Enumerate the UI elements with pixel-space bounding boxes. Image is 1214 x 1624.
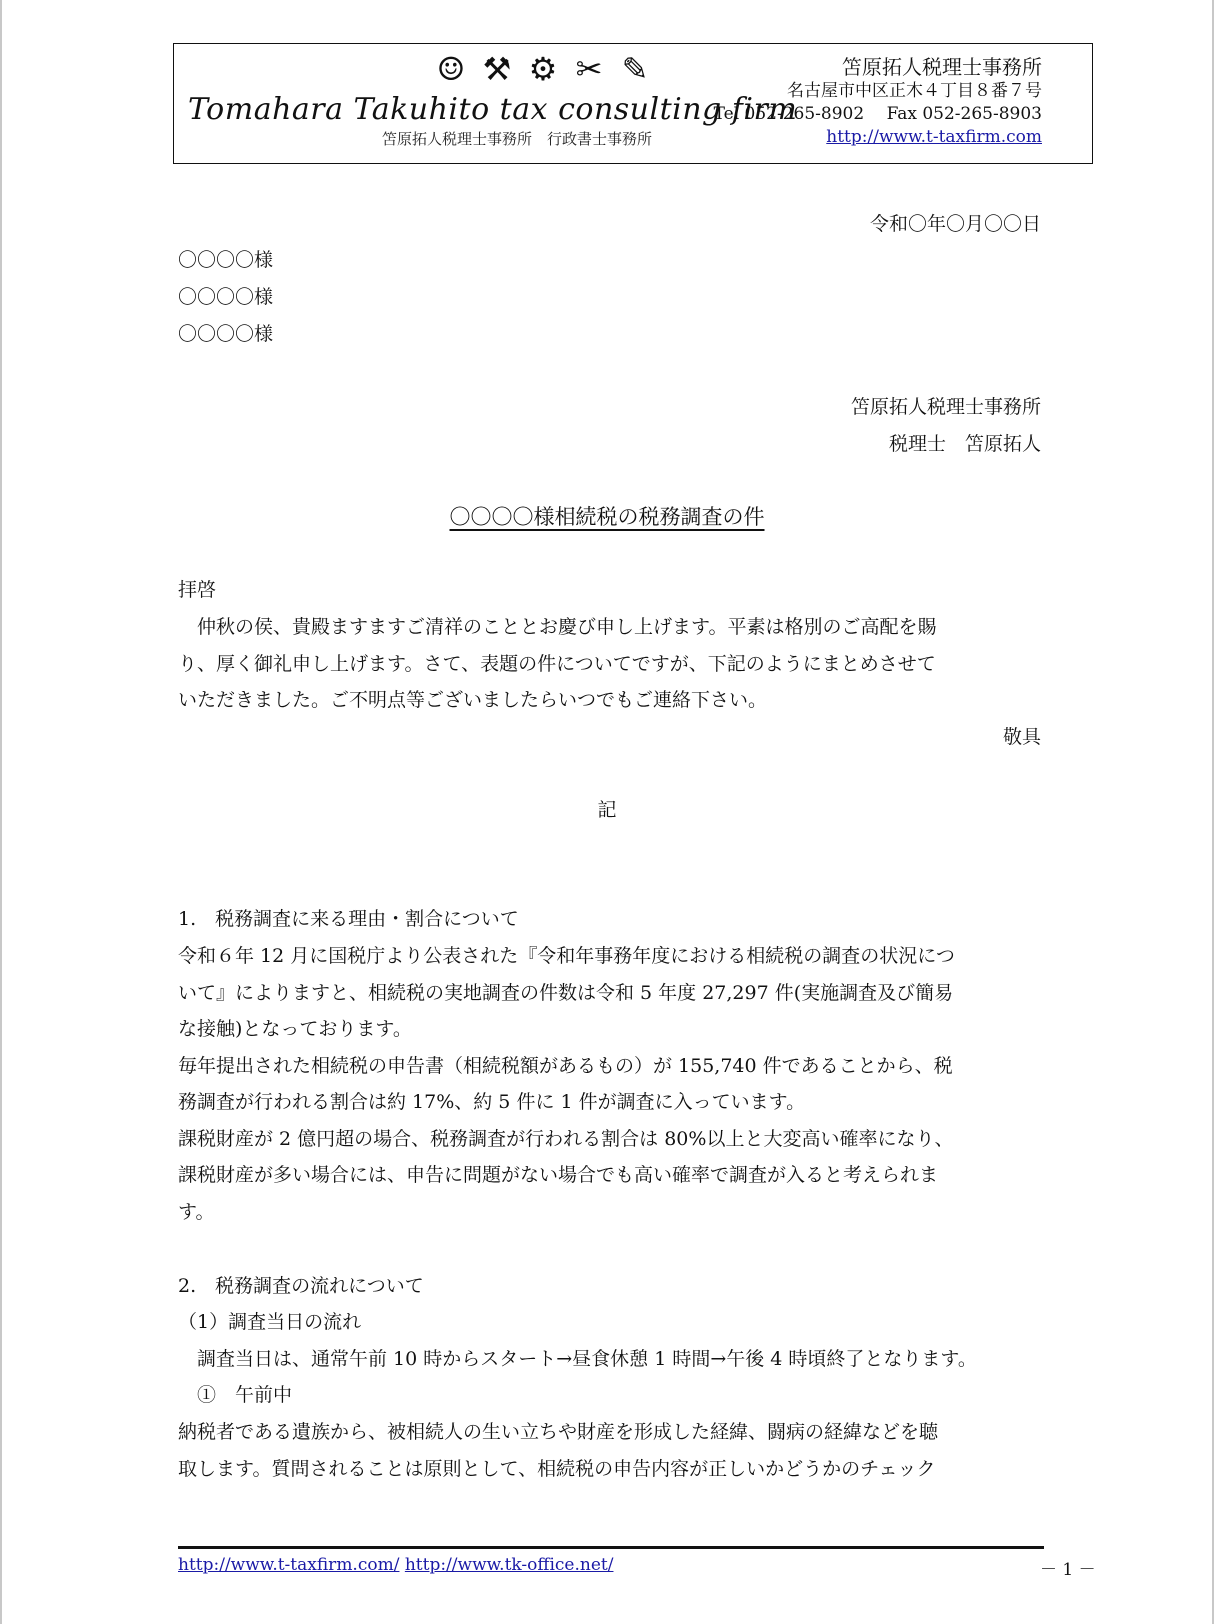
- tel-fax: Tel 052-265-8902 Fax 052-265-8903: [713, 104, 1042, 124]
- section2-line: 納税者である遺族から、被相続人の生い立ちや財産を形成した経緯、闘病の経緯などを聴: [178, 1421, 939, 1443]
- footer-link-tk-office[interactable]: http://www.tk-office.net/: [404, 1555, 614, 1575]
- recipient-1: 〇〇〇〇様: [178, 249, 274, 271]
- sender-name: 税理士 笘原拓人: [888, 433, 1041, 455]
- ki-marker: 記: [597, 799, 617, 821]
- closing: 敬具: [1002, 726, 1041, 748]
- sender-office: 笘原拓人税理士事務所: [850, 396, 1041, 418]
- man-with-pipe-icon: ☺: [436, 50, 466, 88]
- letter-date: 令和〇年〇月〇〇日: [869, 213, 1041, 235]
- crossed-tools-icon: ⚒: [482, 50, 512, 88]
- thread-spool-scissors-icon: ✂: [575, 50, 603, 88]
- section1-heading: 1. 税務調査に来る理由・割合について: [178, 908, 519, 930]
- gear-wrench-icon: ⚙: [528, 50, 558, 88]
- recipient-3: 〇〇〇〇様: [178, 323, 274, 345]
- section2-heading: 2. 税務調査の流れについて: [178, 1275, 424, 1297]
- greeting-line: り、厚く御礼申し上げます。さて、表題の件についてですが、下記のようにまとめさせて: [178, 652, 936, 675]
- firm-address: 名古屋市中区正木４丁目８番７号: [787, 81, 1042, 101]
- footer-link-taxfirm[interactable]: http://www.t-taxfirm.com/: [178, 1555, 400, 1575]
- section1-line: 令和６年 12 月に国税庁より公表された『令和年事務年度における相続税の調査の状況につ: [178, 945, 955, 967]
- section1-body: [178, 938, 1042, 1230]
- logo-script: Tomahara Takuhito tax consulting firm: [188, 92, 798, 127]
- section2-sub1: （1）調査当日の流れ: [178, 1311, 362, 1333]
- section2-line: 取します。質問されることは原則として、相続税の申告内容が正しいかどうかのチェック: [178, 1457, 936, 1480]
- document-title: 〇〇〇〇様相続税の税務調査の件: [449, 505, 765, 529]
- greeting-paragraph: [178, 609, 1042, 719]
- section1-line: な接触)となっております。: [178, 1018, 412, 1040]
- logo-subtitle: 笘原拓人税理士事務所 行政書士事務所: [382, 130, 653, 148]
- page-number: － 1 －: [1040, 1560, 1096, 1580]
- section1-line: 毎年提出された相続税の申告書（相続税額があるもの）が 155,740 件であることから、税: [178, 1054, 953, 1077]
- logo-icon-row: [432, 50, 654, 88]
- section2-item1: ① 午前中: [178, 1384, 293, 1406]
- section1-line: 務調査が行われる割合は約 17%、約 5 件に 1 件が調査に入っています。: [178, 1091, 806, 1113]
- section1-line: す。: [178, 1200, 215, 1223]
- recipient-2: 〇〇〇〇様: [178, 286, 274, 308]
- footer-divider: [178, 1546, 1044, 1549]
- section1-line: 課税財産が多い場合には、申告に問題がない場合でも高い確率で調査が入ると考えられま: [178, 1164, 939, 1186]
- letterhead-contact: [714, 54, 1042, 149]
- scroll-quill-icon: ✎: [621, 50, 649, 88]
- firm-name: 笘原拓人税理士事務所: [842, 55, 1042, 79]
- footer-links: [178, 1555, 613, 1575]
- greeting-line: 仲秋の侯、貴殿ますますご清祥のこととお慶び申し上げます。平素は格別のご高配を賜: [178, 616, 937, 638]
- section1-line: いて』によりますと、相続税の実地調査の件数は令和 5 年度 27,297 件(実施調査及び簡易: [178, 981, 954, 1004]
- opening-salutation: 拝啓: [178, 579, 217, 601]
- greeting-line: いただきました。ご不明点等ございましたらいつでもご連絡下さい。: [178, 689, 768, 711]
- firm-url-link[interactable]: http://www.t-taxfirm.com: [826, 127, 1042, 147]
- letterhead: [173, 43, 1093, 164]
- section2-sub1-text: 調査当日は、通常午前 10 時からスタート→昼食休憩 1 時間→午後 4 時頃終了となります。: [178, 1348, 977, 1370]
- section2-body: [178, 1414, 1042, 1487]
- section1-line: 課税財産が 2 億円超の場合、税務調査が行われる割合は 80%以上と大変高い確率になり、: [178, 1127, 954, 1150]
